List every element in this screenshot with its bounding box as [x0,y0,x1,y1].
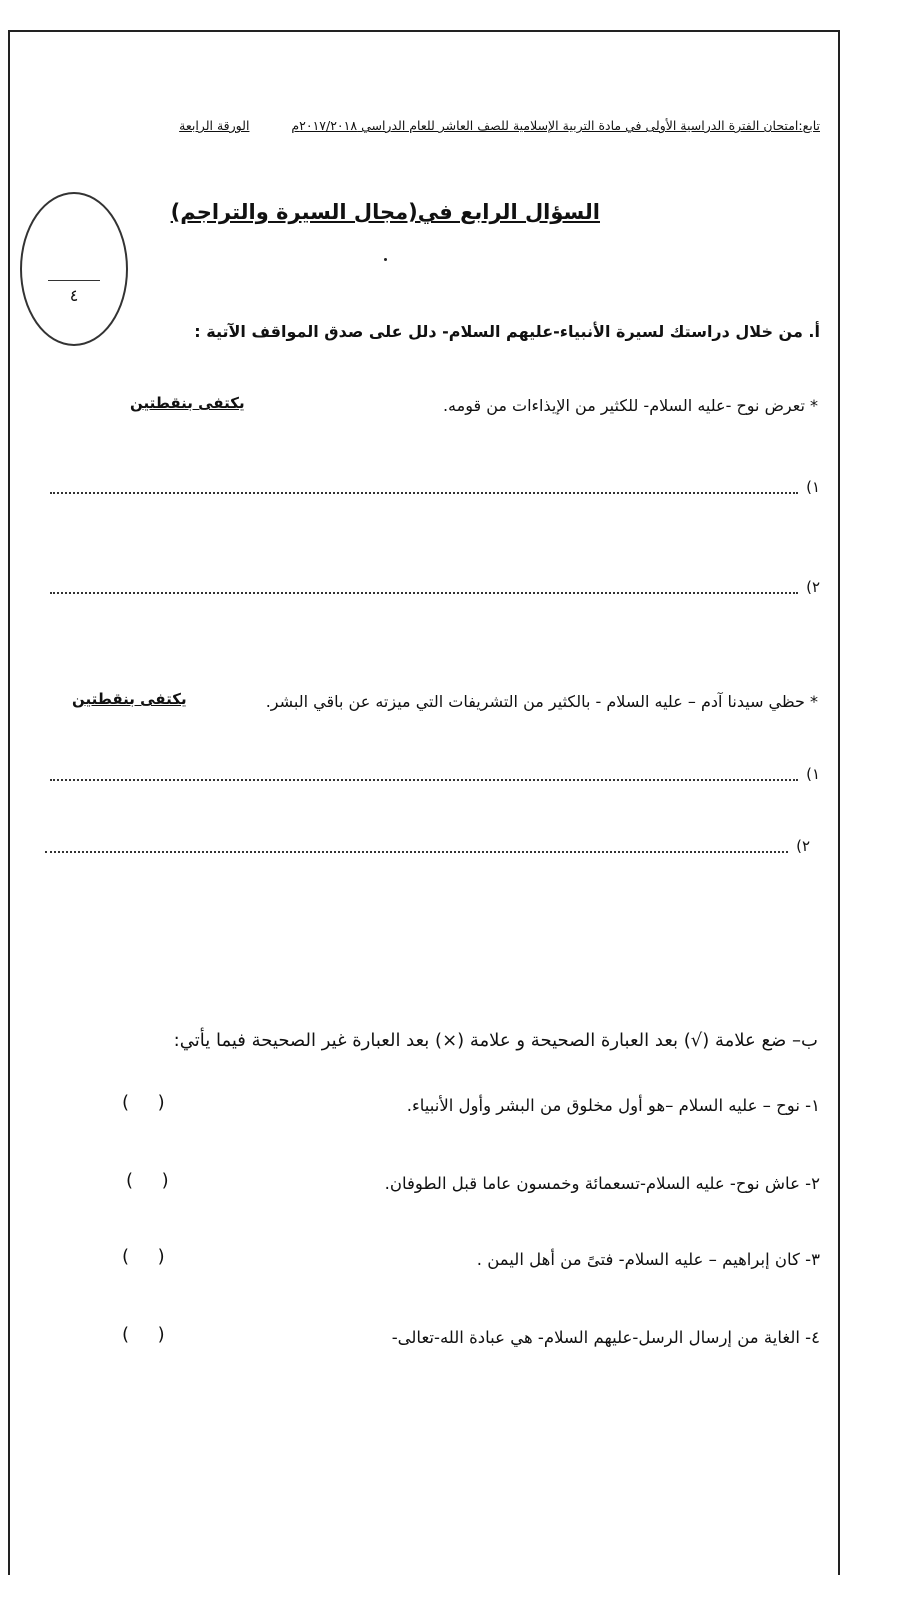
tf-answer-box-3[interactable]: ( ) [122,1246,165,1267]
tf-statement-4: ٤- الغاية من إرسال الرسل-عليهم السلام- هي عبادة الله-تعالى- [391,1328,820,1347]
part-a-statement-2: * حظي سيدنا آدم – عليه السلام - بالكثير من التشريفات التي ميزته عن باقي البشر. [265,692,818,711]
part-b-instruction: ب– ضع علامة (√) بعد العبارة الصحيحة و علامة (×) بعد العبارة غير الصحيحة فيما يأتي: [173,1030,818,1051]
exam-sheet-label: الورقة الرابعة [179,118,250,133]
answer-line[interactable] [50,578,820,602]
tf-statement-1: ١- نوح – عليه السلام –هو أول مخلوق من البشر وأول الأنبياء. [406,1096,820,1115]
page-border-right [838,30,840,1575]
dotted-answer-line [50,492,798,494]
answer-number: ٢) [806,578,820,596]
score-circle [20,192,128,346]
answer-number: ٢) [796,837,810,855]
part-a-instruction: أ. من خلال دراستك لسيرة الأنبياء-عليهم السلام- دلل على صدق المواقف الآتية : [194,322,820,341]
tf-answer-box-4[interactable]: ( ) [122,1324,165,1345]
answer-line[interactable] [50,765,820,789]
page-border-top [8,30,840,32]
part-a-note-1: يكتفى بنقطتين [130,394,245,412]
score-total: ٤ [69,286,79,305]
dotted-answer-line [50,779,798,781]
tf-answer-box-2[interactable]: ( ) [126,1170,169,1191]
exam-header [30,118,820,133]
dotted-answer-line [50,592,798,594]
exam-header-title: تابع:امتحان الفترة الدراسية الأولى في مادة التربية الإسلامية للصف العاشر للعام الدراسي ٢٠١٧/٢٠١٨م [291,118,820,133]
page-border-left [8,30,10,1575]
answer-number: ١) [806,478,820,496]
stray-dot [384,258,387,261]
part-a-note-2: يكتفى بنقطتين [72,690,187,708]
question-title: السؤال الرابع في(مجال السيرة والتراجم) [170,200,600,224]
answer-number: ١) [806,765,820,783]
tf-answer-box-1[interactable]: ( ) [122,1092,165,1113]
tf-statement-3: ٣- كان إبراهيم – عليه السلام- فتىً من أهل اليمن . [476,1250,820,1269]
tf-statement-2: ٢- عاش نوح- عليه السلام-تسعمائة وخمسون عاما قبل الطوفان. [384,1174,820,1193]
answer-line[interactable] [45,837,810,861]
dotted-answer-line [45,851,788,853]
part-a-statement-1: * تعرض نوح -عليه السلام- للكثير من الإيذاءات من قومه. [442,396,818,415]
score-fraction-line [48,280,100,281]
answer-line[interactable] [50,478,820,502]
